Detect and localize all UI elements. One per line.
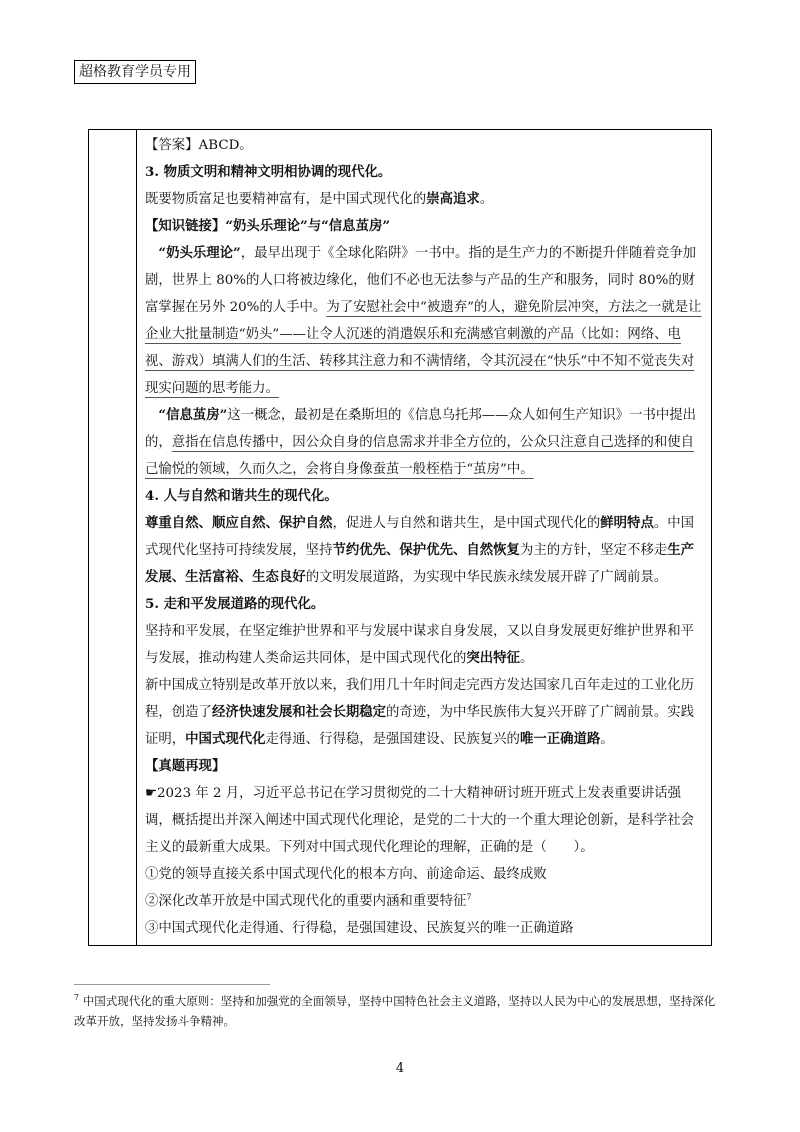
section-3-heading: 3. 物质文明和精神文明相协调的现代化。 bbox=[145, 164, 392, 180]
exam-question: ☛2023 年 2 月，习近平总书记在学习贯彻党的二十大精神研讨班开班式上发表重要讲话强调，概括提出并深入阐述中国式现代化理论，是党的二十大的一个重大理论创新，是科学社会主义的最新重大成果。下列对中国式现代化理论的理解，正确的是（ ）。 bbox=[145, 786, 695, 855]
content-cell bbox=[145, 132, 707, 942]
knowledge-link-paragraph-1: “奶头乐理论”，最早出现于《全球化陷阱》一书中。指的是生产力的不断提升伴随着竞争加剧，世界上 80%的人口将被边缘化，他们不必也无法参与产品的生产和服务，同时 80%的财富掌握在另外 20%的人手中。为了安慰社会中“被遗弃”的人，避免阶层冲突，方法之一就是让企业大批量制造“奶头”——让令人沉迷的消遣娱乐和充满感官刺激的产品（比如：网络、电视、游戏）填满人们的生活、转移其注意力和不满情绪，令其沉浸在“快乐”中不知不觉丧失对现实问题的思考能力。 bbox=[145, 245, 702, 396]
answer-line: 【答案】ABCD。 bbox=[145, 138, 253, 153]
exam-option-2: ②深化改革开放是中国式现代化的重要内涵和重要特征$^7$ bbox=[145, 892, 472, 909]
header-label: 超格教育学员专用 bbox=[74, 60, 196, 84]
knowledge-link-heading: 【知识链接】“奶头乐理论”与“信息茧房” bbox=[145, 218, 391, 234]
page-number: 4 bbox=[395, 1061, 405, 1076]
content-table bbox=[88, 129, 712, 946]
footnote bbox=[74, 991, 724, 1031]
footnote-divider bbox=[74, 984, 270, 985]
column-divider bbox=[136, 130, 137, 945]
section-4-heading: 4. 人与自然和谐共生的现代化。 bbox=[145, 488, 338, 504]
knowledge-link-paragraph-2: “信息茧房”这一概念，最初是在桑斯坦的《信息乌托邦——众人如何生产知识》一书中提出的，意指在信息传播中，因公众自身的信息需求并非全方位的，公众只注意自己选择的和使自己愉悦的领域，久而久之，会将自身像蚕茧一般桎梏于“茧房”中。 bbox=[145, 407, 697, 477]
section-5-paragraph-1: 坚持和平发展，在坚定维护世界和平与发展中谋求自身发展，又以自身发展更好维护世界和平与发展，推动构建人类命运共同体，是中国式现代化的突出特征。 bbox=[145, 624, 695, 666]
section-5-heading: 5. 走和平发展道路的现代化。 bbox=[145, 596, 325, 612]
section-4-paragraph: 尊重自然、顺应自然、保护自然，促进人与自然和谐共生，是中国式现代化的鲜明特点。中国式现代化坚持可持续发展，坚持节约优先、保护优先、自然恢复为主的方针，坚定不移走生产发展、生活富裕、生态良好的文明发展道路，为实现中华民族永续发展开辟了广阔前景。 bbox=[145, 515, 695, 585]
section-3-paragraph: 既要物质富足也要精神富有，是中国式现代化的崇高追求。 bbox=[145, 191, 494, 207]
footnote-text: 中国式现代化的重大原则：坚持和加强党的全面领导，坚持中国特色社会主义道路，坚持以人民为中心的发展思想，坚持深化改革开放，坚持发扬斗争精神。 bbox=[74, 994, 716, 1028]
footnote-reference[interactable]: 7 bbox=[466, 892, 472, 902]
footnote-mark: 7 bbox=[74, 993, 80, 1003]
exam-option-3: ③中国式现代化走得通、行得稳，是强国建设、民族复兴的唯一正确道路 bbox=[145, 921, 574, 936]
section-5-paragraph-2: 新中国成立特别是改革开放以来，我们用几十年时间走完西方发达国家几百年走过的工业化历程，创造了经济快速发展和社会长期稳定的奇迹，为中华民族伟大复兴开辟了广阔前景。实践证明，中国式现代化走得通、行得稳，是强国建设、民族复兴的唯一正确道路。 bbox=[145, 678, 695, 747]
exam-option-1: ①党的领导直接关系中国式现代化的根本方向、前途命运、最终成败 bbox=[145, 867, 547, 882]
exam-heading: 【真题再现】 bbox=[145, 758, 226, 774]
